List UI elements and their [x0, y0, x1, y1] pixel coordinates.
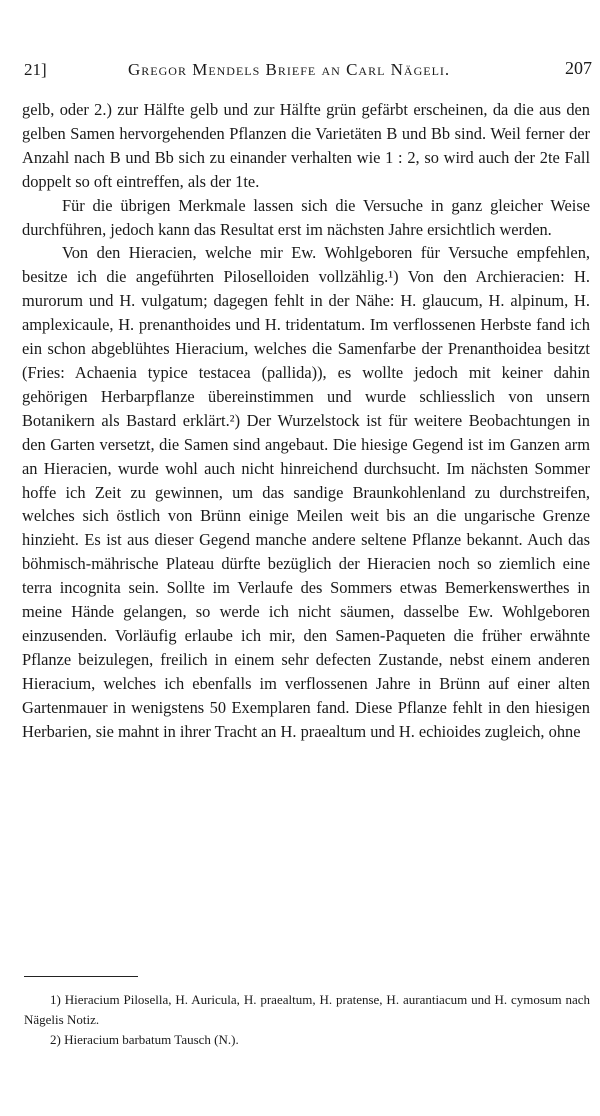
footnote: 2) Hieracium barbatum Tausch (N.). [50, 1032, 239, 1047]
section-marker: 21] [24, 60, 47, 79]
page-number: 207 [565, 58, 592, 78]
footnote: 1) Hieracium Pilosella, H. Auricula, H. praealtum, H. pratense, H. aurantiacum und H. cymosum nach Nägelis Notiz. [24, 992, 590, 1027]
paragraph: Von den Hieracien, welche mir Ew. Wohlgeboren für Versuche empfehlen, besitze ich die angeführten Piloselloiden vollzählig.¹) Von den Archieracien: H. murorum und H. vulgatum; dagegen fehlt in der Nähe: H. glaucum, H. alpinum, H. amplexicaule, H. prenanthoides und H. tridentatum. Im verflossenen Herbste fand ich ein schon abgeblühtes Hieracium, welches die Samenfarbe der Prenanthoidea besitzt (Fries: Achaenia typice testacea (pallida)), es wollte jedoch mit keiner dahin gehörigen Herbarpflanze übereinstimmen und wurde schliesslich von unsern Botanikern als Bastard erklärt.²) Der Wurzelstock ist für weitere Beobachtungen in den Garten versetzt, die Samen sind angebaut. Die hiesige Gegend ist im Ganzen arm an Hieracien, wurde wohl auch nicht hinreichend durchsucht. Im nächsten Sommer hoffe ich Zeit zu gewinnen, um das sandige Braunkohlenland zu durchstreifen, welches sich östlich von Brünn einige Meilen weit bis an die ungarische Grenze hinzieht. Es ist aus dieser Gegend manche andere seltene Pflanze bekannt. Auch das böhmisch-mährische Plateau dürfte bezüglich der Hieracien noch so ziemlich eine terra incognita sein. Sollte im Verlaufe des Sommers etwas Bemerkenswerthes in meine Hände gelangen, so werde ich nicht säumen, dasselbe Ew. Wohlgeboren einzusenden. Vorläufig erlaube ich mir, den Samen-Paqueten die früher erwähnte Pflanze beizulegen, freilich in einem sehr defecten Zustande, nebst einem anderen Hieracium, welches ich ebenfalls im verflossenen Jahre in Brünn auf einer alten Gartenmauer in wenigstens 50 Exemplaren fand. Diese Pflanze fehlt in den hiesigen Herbarien, sie mahnt in ihrer Tracht an H. praealtum und H. echioides zugleich, ohne [22, 243, 590, 741]
paragraph: gelb, oder 2.) zur Hälfte gelb und zur Hälfte grün gefärbt erscheinen, da die aus den gelben Samen hervorgehenden Pflanzen die Varietäten B und Bb sind. Weil ferner der Anzahl nach B und Bb sich zu einander verhalten wie 1 : 2, so wird auch der 2te Fall doppelt so oft eintreffen, als der 1te. [22, 100, 590, 191]
footnote-divider [24, 976, 138, 977]
paragraph: Für die übrigen Merkmale lassen sich die Versuche in ganz gleicher Weise durchführen, jedoch kann das Resultat erst im nächsten Jahre ersichtlich werden. [22, 195, 590, 239]
footnotes [24, 990, 590, 1050]
page-header [24, 58, 592, 84]
main-text [22, 98, 590, 743]
running-title: Gregor Mendels Briefe an Carl Nägeli. [128, 60, 451, 79]
